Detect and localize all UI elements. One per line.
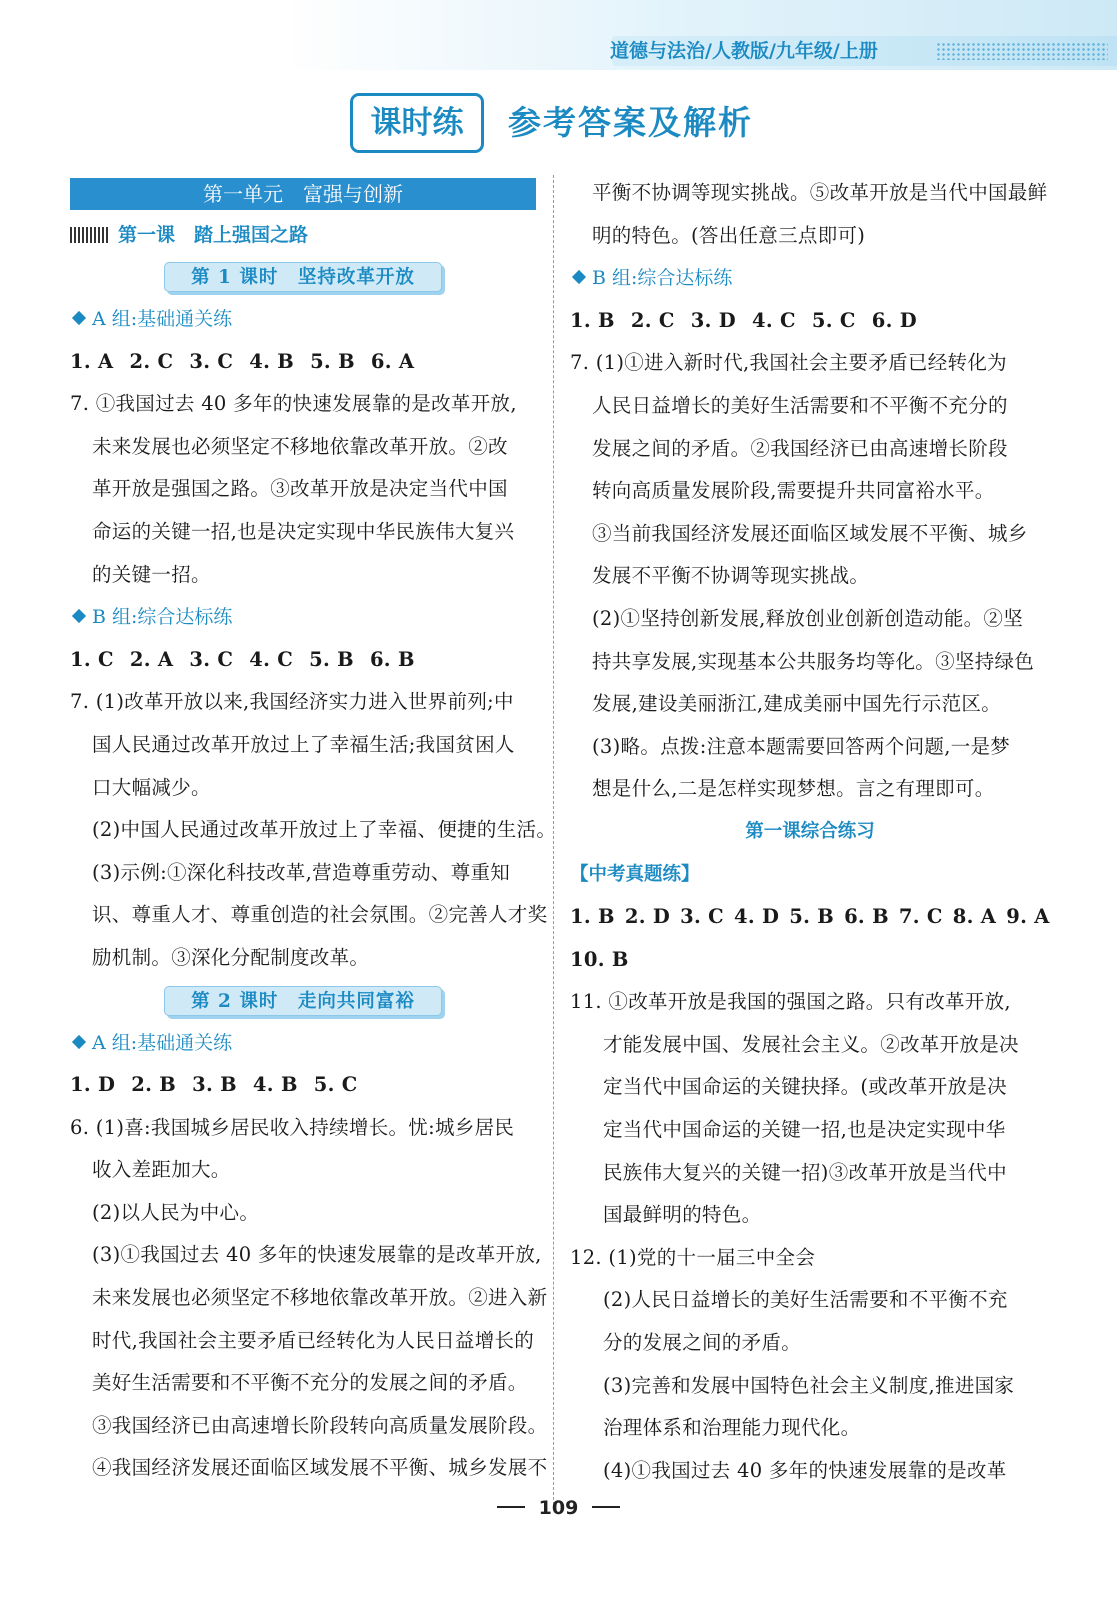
group-label: A 组:基础通关练 bbox=[92, 1031, 233, 1054]
text-line: (3)①我国过去 40 多年的快速发展靠的是改革开放, bbox=[92, 1243, 542, 1267]
answer-row bbox=[570, 896, 1050, 939]
dash-decoration bbox=[592, 1506, 620, 1508]
group-label: B 组:综合达标练 bbox=[592, 267, 733, 290]
text-line: (3)示例:①深化科技改革,营造尊重劳动、尊重知 bbox=[92, 860, 511, 884]
diamond-icon bbox=[72, 311, 86, 325]
text-line: 命运的关键一招,也是决定实现中华民族伟大复兴 bbox=[92, 519, 515, 543]
answer-item: 3. C bbox=[189, 647, 234, 671]
text-line: 识、尊重人才、尊重创造的社会氛围。②完善人才奖 bbox=[92, 903, 548, 927]
left-column bbox=[70, 172, 557, 1490]
dash-decoration bbox=[497, 1506, 525, 1508]
text-line: 想是什么,二是怎样实现梦想。言之有理即可。 bbox=[592, 777, 995, 801]
answer-item: 3. D bbox=[690, 308, 736, 332]
text-line: (2)以人民为中心。 bbox=[92, 1200, 260, 1224]
text-line: 明的特色。(答出任意三点即可) bbox=[592, 223, 866, 247]
diamond-icon bbox=[72, 609, 86, 623]
answer-item: 1. D bbox=[70, 1073, 116, 1097]
answer-block bbox=[570, 342, 1050, 811]
answer-block bbox=[570, 981, 1050, 1237]
answer-row bbox=[570, 300, 1050, 343]
barcode-icon bbox=[70, 227, 110, 243]
text-line: (2)中国人民通过改革开放过上了幸福、便捷的生活。 bbox=[92, 818, 557, 842]
answer-block bbox=[70, 681, 557, 979]
answer-item: 3. B bbox=[192, 1073, 237, 1097]
text-line: 未来发展也必须坚定不移地依靠改革开放。②进入新 bbox=[92, 1286, 548, 1310]
answer-block bbox=[570, 1237, 1050, 1493]
diamond-icon bbox=[572, 270, 586, 284]
diamond-icon bbox=[72, 1034, 86, 1048]
text-line: 定当代中国命运的关键一招,也是决定实现中华 bbox=[603, 1118, 1006, 1142]
text-line: (4)①我国过去 40 多年的快速发展靠的是改革 bbox=[603, 1458, 1007, 1482]
answer-item: 2. C bbox=[129, 349, 174, 373]
text-line: ③我国经济已由高速增长阶段转向高质量发展阶段。 bbox=[92, 1413, 548, 1437]
answer-item: 3. C bbox=[680, 905, 724, 929]
text-line: 的关键一招。 bbox=[92, 562, 211, 586]
answer-item: 4. D bbox=[733, 905, 780, 929]
answer-10: 10. B bbox=[570, 947, 629, 971]
period-2-heading: 第 2 课时 走向共同富裕 bbox=[164, 986, 442, 1016]
answer-item: 5. B bbox=[789, 905, 835, 929]
text-line: ③当前我国经济发展还面临区域发展不平衡、城乡 bbox=[592, 521, 1028, 545]
answer-item: 7. C bbox=[898, 905, 943, 929]
review-heading: 第一课综合练习 bbox=[745, 820, 875, 842]
text-line: 分的发展之间的矛盾。 bbox=[603, 1331, 802, 1355]
answer-item: 6. B bbox=[369, 647, 415, 671]
answer-item: 5. B bbox=[310, 349, 355, 373]
page-number bbox=[0, 1497, 1117, 1519]
answer-item: 2. A bbox=[129, 647, 174, 671]
text-line: 治理体系和治理能力现代化。 bbox=[603, 1416, 861, 1440]
answer-item: 1. B bbox=[570, 905, 615, 929]
answer-block bbox=[70, 1107, 548, 1490]
text-line: 未来发展也必须坚定不移地依靠改革开放。②改 bbox=[92, 434, 508, 458]
text-line: 励机制。③深化分配制度改革。 bbox=[92, 945, 370, 969]
text-line: 7. ①我国过去 40 多年的快速发展靠的是改革开放, bbox=[70, 392, 517, 416]
text-line: 口大幅减少。 bbox=[92, 775, 211, 799]
text-line: 收入差距加大。 bbox=[92, 1158, 231, 1182]
text-line: 国最鲜明的特色。 bbox=[603, 1203, 762, 1227]
answer-item: 1. C bbox=[70, 647, 114, 671]
text-line: 持共享发展,实现基本公共服务均等化。③坚持绿色 bbox=[592, 649, 1035, 673]
subject-label: 道德与法治/人教版/九年级/上册 bbox=[610, 40, 878, 62]
page-title: 参考答案及解析 bbox=[508, 103, 753, 142]
answer-row bbox=[70, 1064, 536, 1107]
right-column bbox=[570, 172, 1050, 1492]
answer-item: 3. C bbox=[189, 349, 234, 373]
answer-item: 8. A bbox=[952, 905, 997, 929]
text-line: (2)人民日益增长的美好生活需要和不平衡不充 bbox=[603, 1288, 1008, 1312]
text-line: 人民日益增长的美好生活需要和不平衡不充分的 bbox=[592, 393, 1008, 417]
answer-item: 5. C bbox=[811, 308, 856, 332]
answer-block bbox=[70, 383, 536, 596]
title-box: 课时练 bbox=[350, 93, 484, 153]
text-line: 11. ①改革开放是我国的强国之路。只有改革开放, bbox=[570, 990, 1011, 1014]
text-line: 美好生活需要和不平衡不充分的发展之间的矛盾。 bbox=[92, 1371, 528, 1395]
group-b-heading bbox=[70, 596, 536, 639]
group-label: A 组:基础通关练 bbox=[92, 308, 233, 330]
answer-item: 4. B bbox=[252, 1073, 298, 1097]
answer-item: 2. C bbox=[630, 308, 675, 332]
answer-row bbox=[70, 341, 536, 384]
answer-item: 1. B bbox=[570, 308, 615, 332]
text-line: 发展,建设美丽浙江,建成美丽中国先行示范区。 bbox=[592, 692, 1001, 716]
text-line: 发展之间的矛盾。②我国经济已由高速增长阶段 bbox=[592, 436, 1008, 460]
answer-item: 4. C bbox=[751, 308, 796, 332]
answer-row bbox=[70, 639, 536, 682]
text-line: 定当代中国命运的关键抉择。(或改革开放是决 bbox=[603, 1075, 1007, 1099]
period-2-wrap bbox=[70, 980, 536, 1022]
dot-pattern-decoration bbox=[936, 42, 1108, 60]
text-line: 时代,我国社会主要矛盾已经转化为人民日益增长的 bbox=[92, 1328, 535, 1352]
exam-heading: 【中考真题练】 bbox=[570, 863, 700, 885]
text-line: 发展不平衡不协调等现实挑战。 bbox=[592, 564, 870, 588]
group-a-heading bbox=[70, 1022, 536, 1065]
period-1-wrap bbox=[70, 256, 536, 298]
answer-item: 4. C bbox=[249, 647, 294, 671]
answer-item: 6. A bbox=[370, 349, 415, 373]
text-line: 平衡不协调等现实挑战。⑤改革开放是当代中国最鲜 bbox=[592, 181, 1048, 204]
text-line: (3)完善和发展中国特色社会主义制度,推进国家 bbox=[603, 1373, 1015, 1397]
answer-item: 6. B bbox=[844, 905, 889, 929]
text-line: 6. (1)喜:我国城乡居民收入持续增长。忧:城乡居民 bbox=[70, 1115, 515, 1139]
group-a-heading bbox=[70, 298, 536, 341]
answer-item: 4. B bbox=[249, 349, 295, 373]
answer-item: 6. D bbox=[871, 308, 917, 332]
lesson-heading bbox=[70, 214, 536, 256]
continued-block bbox=[570, 172, 1050, 257]
text-line: 7. (1)改革开放以来,我国经济实力进入世界前列;中 bbox=[70, 690, 514, 714]
answer-item: 1. A bbox=[70, 349, 114, 373]
text-line: 才能发展中国、发展社会主义。②改革开放是决 bbox=[603, 1032, 1019, 1056]
lesson-title: 第一课 踏上强国之路 bbox=[118, 224, 309, 246]
answer-item: 2. B bbox=[131, 1073, 177, 1097]
text-line: (3)略。点拨:注意本题需要回答两个问题,一是梦 bbox=[592, 734, 1011, 758]
text-line: 国人民通过改革开放过上了幸福生活;我国贫困人 bbox=[92, 732, 515, 756]
answer-item: 9. A bbox=[1006, 905, 1050, 929]
group-label: B 组:综合达标练 bbox=[92, 606, 233, 629]
page-number-text: 109 bbox=[538, 1497, 579, 1519]
answer-item: 5. C bbox=[313, 1073, 358, 1097]
unit-heading: 第一单元 富强与创新 bbox=[70, 178, 536, 210]
answer-item: 2. D bbox=[624, 905, 671, 929]
text-line: 转向高质量发展阶段,需要提升共同富裕水平。 bbox=[592, 479, 995, 503]
text-line: 民族伟大复兴的关键一招)③改革开放是当代中 bbox=[603, 1160, 1007, 1184]
text-line: 7. (1)①进入新时代,我国社会主要矛盾已经转化为 bbox=[570, 351, 1007, 375]
answer-item: 5. B bbox=[309, 647, 354, 671]
text-line: 12. (1)党的十一届三中全会 bbox=[570, 1245, 816, 1269]
period-1-heading: 第 1 课时 坚持改革开放 bbox=[164, 262, 442, 292]
text-line: 革开放是强国之路。③改革开放是决定当代中国 bbox=[92, 477, 508, 501]
group-b-heading bbox=[570, 257, 1050, 300]
text-line: (2)①坚持创新发展,释放创业创新创造动能。②坚 bbox=[592, 606, 1024, 630]
text-line: ④我国经济发展还面临区域发展不平衡、城乡发展不 bbox=[92, 1456, 548, 1480]
